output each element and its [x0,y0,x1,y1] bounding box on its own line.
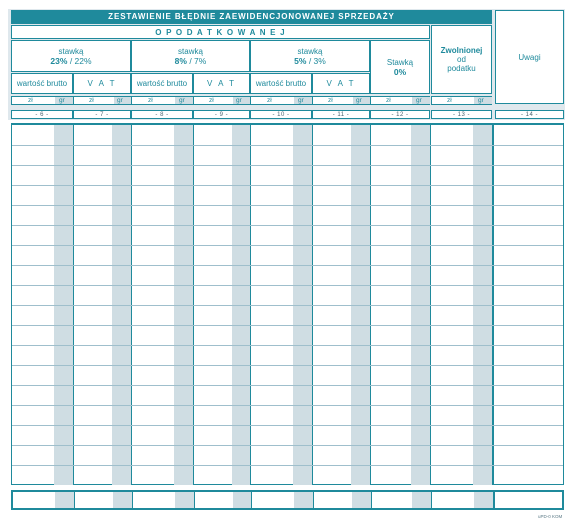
rate-group-5 [250,40,370,72]
form-title: ZESTAWIENIE BŁĘDNIE ZAEWIDENCJONOWANEJ SPRZEDAŻY [11,10,492,24]
exempt-line2: od [457,55,466,64]
gr-column-shade [352,492,371,508]
rate-previous: / 7% [189,55,207,66]
row-line [12,205,563,206]
unit-zl: zł [267,97,272,104]
notes-header-cell [495,10,564,104]
unit-gr: gr [416,97,422,104]
data-grid [11,123,564,485]
unit-gr: gr [236,97,242,104]
taxed-header-label: O P O D A T K O W A N E J [155,27,286,37]
gr-column-shade [113,492,132,508]
unit-zl: zł [28,97,33,104]
column-number: - 6 - [11,110,73,119]
row-line [12,445,563,446]
unit-zl: zł [89,97,94,104]
exempt-line1: Zwolnionej [440,46,483,55]
column-number: - 7 - [73,110,131,119]
row-line [12,145,563,146]
gross-label: wartość brutto [255,79,307,88]
unit-cell [193,96,250,105]
unit-gr: gr [59,97,65,104]
gross-label-cell [250,73,312,94]
row-line [12,245,563,246]
totals-row [11,490,564,510]
row-line [12,425,563,426]
row-line [12,325,563,326]
unit-zl: zł [447,97,452,104]
column-divider [194,492,195,508]
rate-value: 0% [393,66,407,77]
column-number: - 12 - [370,110,430,119]
unit-zl: zł [386,97,391,104]
vat-label: V A T [326,79,356,88]
vat-label-cell [193,73,250,94]
gross-label: wartość brutto [136,79,188,88]
gr-column-shade [55,492,74,508]
unit-cell [11,96,73,105]
vat-label: V A T [87,79,117,88]
column-number: - 14 - [495,110,564,119]
taxed-header-cell [11,25,430,39]
exempt-header-cell [431,25,492,94]
rate-label: Stawką [386,57,414,67]
column-number: - 9 - [193,110,250,119]
footer-code: uPD-0 KOM [538,514,563,519]
exempt-line3: podatku [447,64,476,73]
unit-gr: gr [117,97,123,104]
unit-gr: gr [298,97,304,104]
gr-column-shade [412,492,431,508]
rate-group-23 [11,40,131,72]
column-divider [493,492,495,508]
unit-cell [431,96,492,105]
unit-cell [250,96,312,105]
unit-zl: zł [148,97,153,104]
rate-value: 8% [174,55,187,66]
gr-column-shade [474,492,493,508]
vat-label-cell [73,73,131,94]
row-line [12,305,563,306]
grid-rows [12,125,563,485]
gr-column-shade [233,492,251,508]
rate-previous: / 3% [308,55,326,66]
gr-column-shade [175,492,194,508]
notes-label: Uwagi [518,52,541,62]
row-line [12,225,563,226]
column-number: - 8 - [131,110,193,119]
unit-gr: gr [179,97,185,104]
gross-label-cell [131,73,193,94]
unit-cell [73,96,131,105]
rate-label: stawką [58,46,84,56]
unit-gr: gr [356,97,362,104]
vat-label-cell [312,73,370,94]
rate-previous: / 22% [69,55,92,66]
column-divider [132,492,133,508]
row-line [12,345,563,346]
row-line [12,365,563,366]
row-line [12,165,563,166]
row-line [12,405,563,406]
row-line [12,285,563,286]
column-divider [371,492,372,508]
rate-value: 5% [294,55,307,66]
column-divider [431,492,432,508]
unit-cell [131,96,193,105]
rate-label: stawką [178,46,203,56]
unit-zl: zł [209,97,214,104]
rate-group-8 [131,40,250,72]
rate-group-0 [370,40,430,94]
unit-cell [312,96,370,105]
row-line [12,465,563,466]
row-line [12,385,563,386]
row-line [12,265,563,266]
column-divider [251,492,252,508]
gr-column-shade [294,492,313,508]
column-number: - 13 - [431,110,492,119]
gross-label: wartość brutto [16,79,68,88]
vat-label: V A T [207,79,236,88]
column-number: - 10 - [250,110,312,119]
row-line [12,185,563,186]
column-divider [74,492,75,508]
gross-label-cell [11,73,73,94]
unit-cell [370,96,430,105]
unit-gr: gr [478,97,484,104]
rate-label: stawką [297,46,323,56]
unit-zl: zł [328,97,333,104]
column-divider [313,492,314,508]
column-number: - 11 - [312,110,370,119]
rate-value: 23% [50,55,68,66]
